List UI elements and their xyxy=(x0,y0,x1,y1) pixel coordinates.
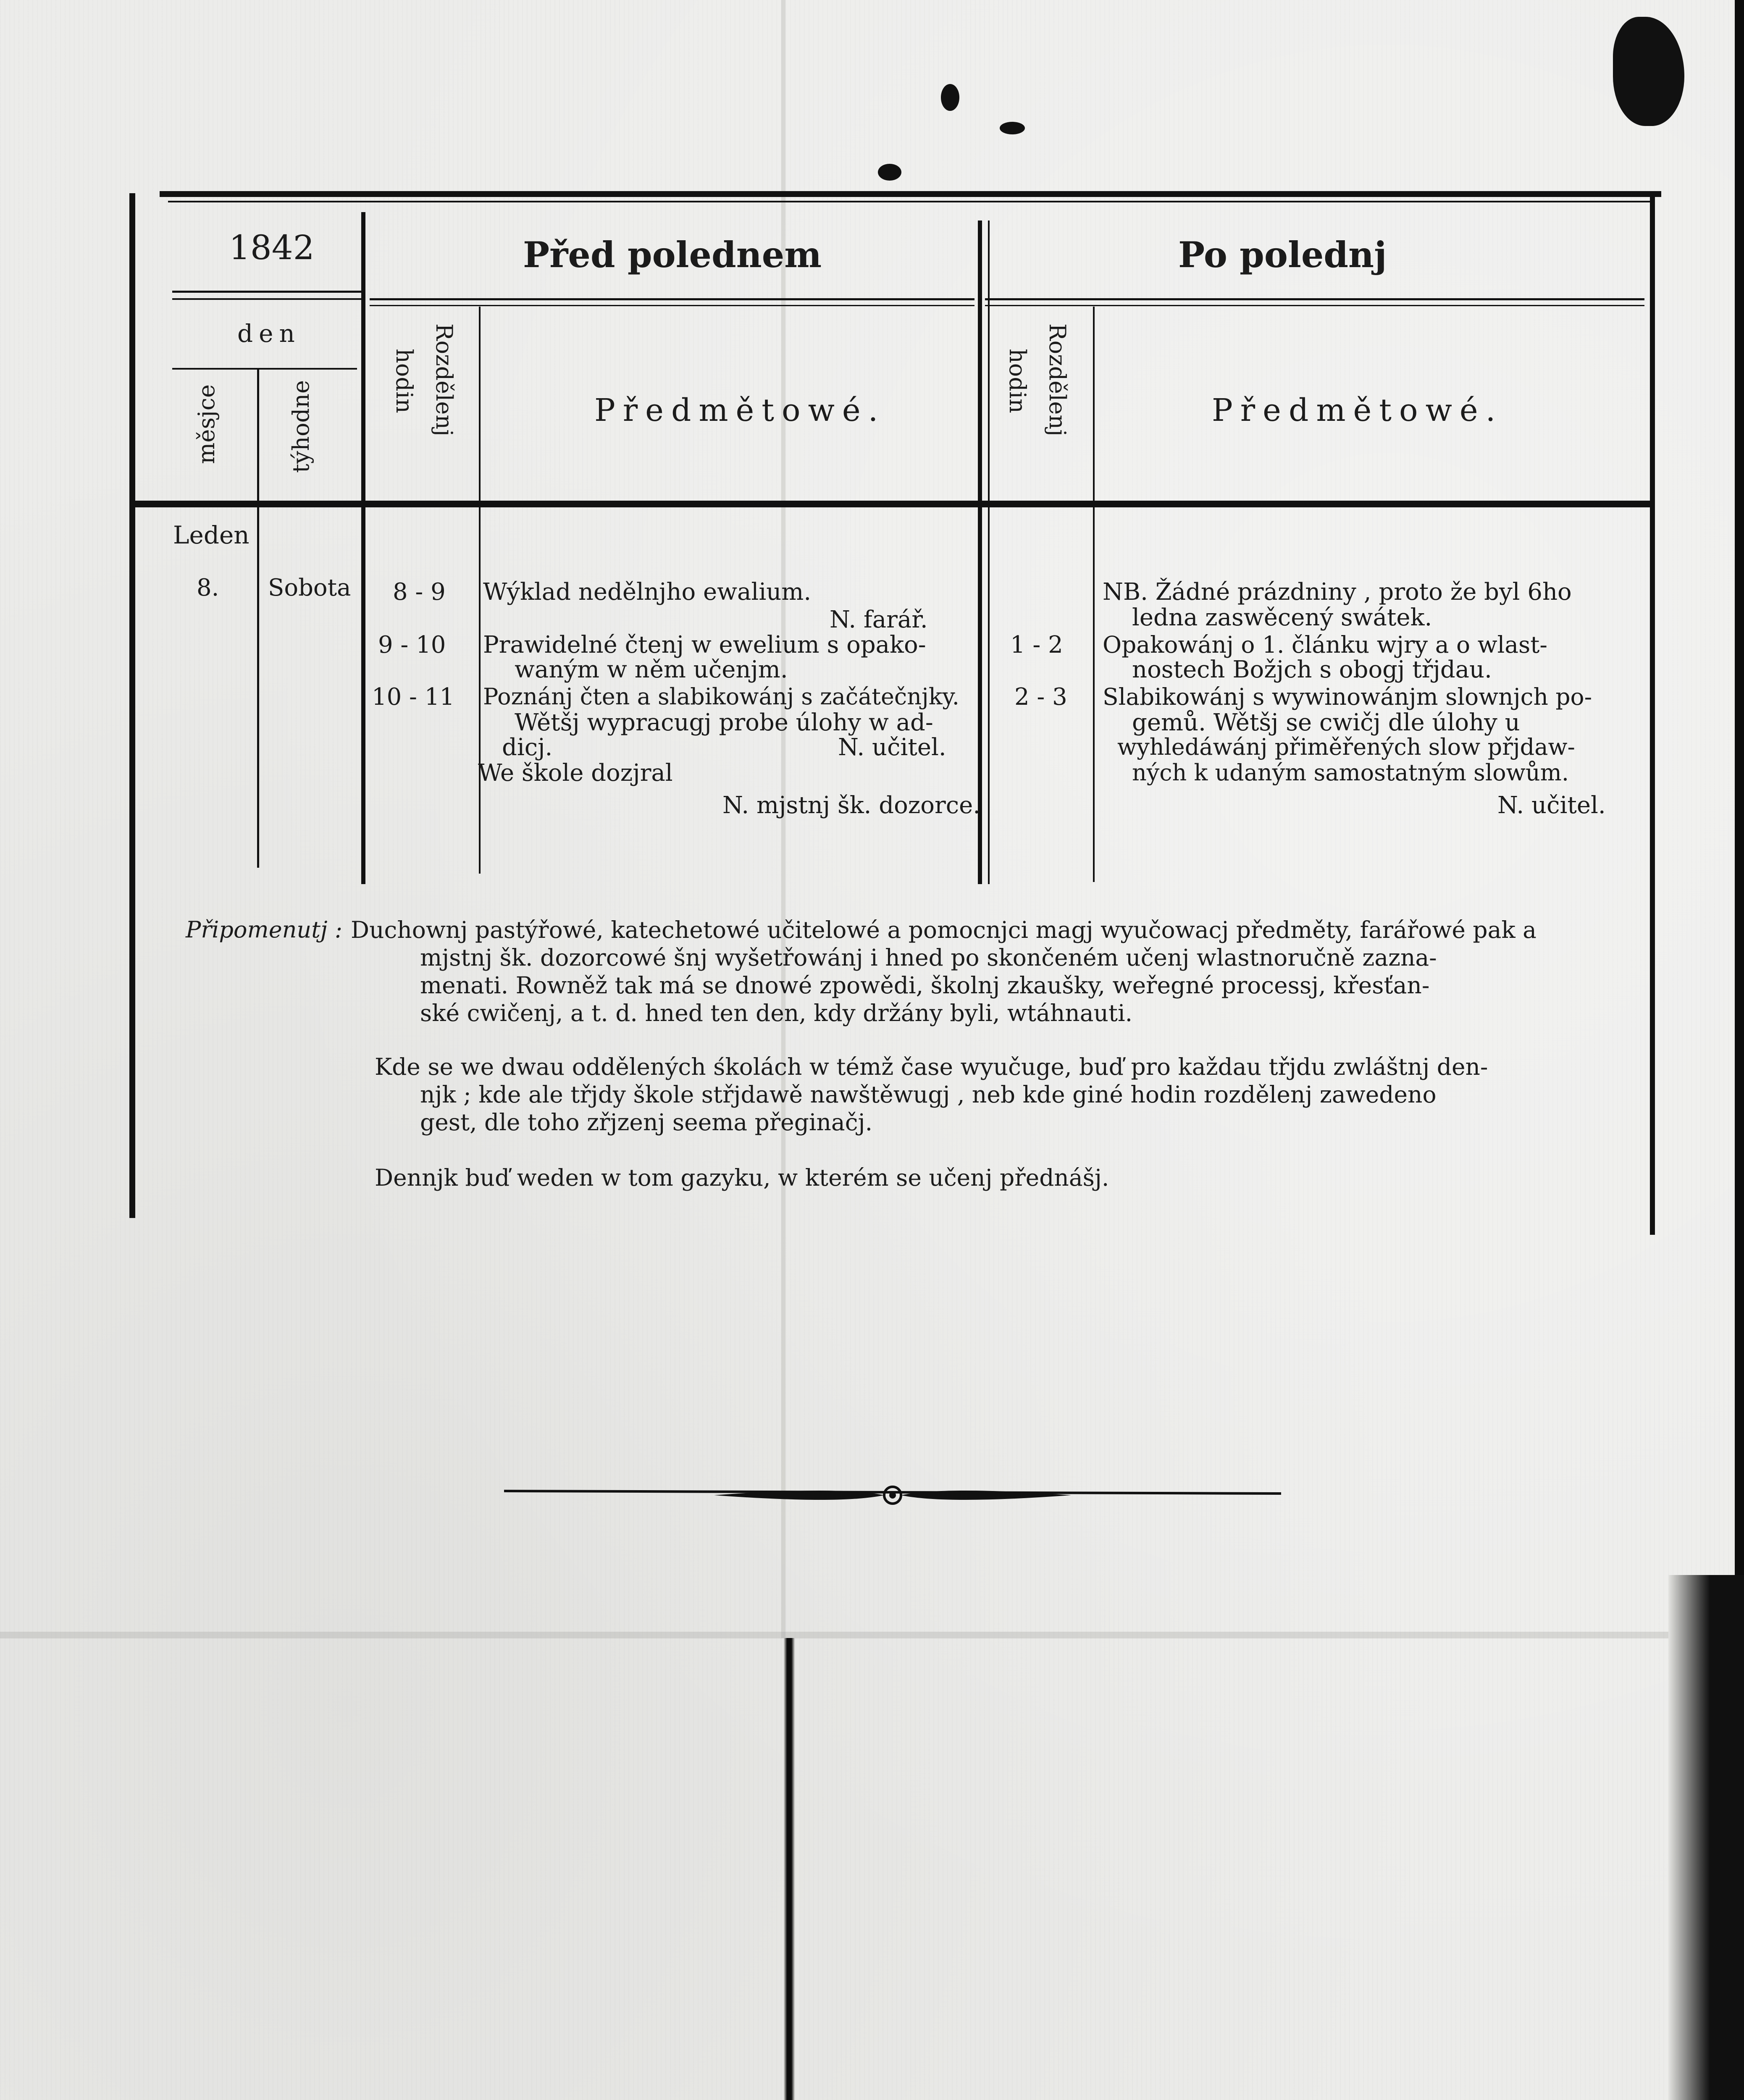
morning-hours-1: 8 - 9 xyxy=(393,578,446,606)
morning-subject-3-sign: N. učitel. xyxy=(838,734,946,761)
morning-hours-2: 9 - 10 xyxy=(378,631,446,659)
hours-column-header-morning-2: hodin xyxy=(391,349,418,413)
morning-inspection-sign: N. mjstnj šk. dozorce. xyxy=(722,792,981,819)
remarks-p1-line2: mjstnj šk. dozorcowé šnj wyšetřowánj i hned po skončeném učenj wlastnoručně zazna- xyxy=(420,944,1437,971)
ink-blot xyxy=(1000,122,1025,134)
remarks-p3: Dennjk buď weden w tom gazyku, w kterém se učenj přednášj. xyxy=(375,1164,1109,1191)
subjects-header-afternoon: Předmětowé. xyxy=(1212,392,1503,428)
remarks-p1-line4: ské cwičenj, a t. d. hned ten den, kdy držány byli, wtáhnauti. xyxy=(420,1000,1133,1026)
ink-blot xyxy=(941,84,959,111)
entry-day: 8. xyxy=(197,574,219,601)
morning-subject-2-cont: waným w něm učenjm. xyxy=(515,656,788,683)
afternoon-subject-1: Opakowánj o 1. článku wjry a o wlast- xyxy=(1103,631,1547,658)
day-label: den xyxy=(237,319,301,348)
ink-blot xyxy=(878,164,901,181)
morning-subject-1: Wýklad nedělnjho ewalium. xyxy=(483,578,812,606)
afternoon-subject-2: Slabikowánj s wywinowánjm slownjch po- xyxy=(1103,683,1592,710)
afternoon-subject-1-cont: nostech Božjch s obogj třjdau. xyxy=(1132,656,1492,683)
remarks-p1-line3: menati. Rowněž tak má se dnowé zpowědi, školnj zkaušky, weřegné processj, křesťan- xyxy=(420,972,1430,999)
entry-weekday: Sobota xyxy=(268,574,351,601)
afternoon-note: NB. Žádné prázdniny , proto že byl 6ho xyxy=(1103,578,1572,606)
subjects-header-morning: Předmětowé. xyxy=(594,392,886,428)
afternoon-note-cont: ledna zaswěcený swátek. xyxy=(1132,604,1432,631)
hours-column-header-afternoon-2: hodin xyxy=(1004,349,1031,413)
remarks-p2-line2: njk ; kde ale třjdy škole střjdawě nawštěwugj , neb kde giné hodin rozdělenj zawedeno xyxy=(420,1081,1437,1108)
hours-column-header-afternoon: Rozdělenj xyxy=(1044,323,1071,436)
fold-crease-horizontal xyxy=(0,1632,1735,1638)
morning-subject-1-sign: N. farář. xyxy=(830,606,928,633)
entry-month: Leden xyxy=(173,521,250,549)
afternoon-hours-2: 2 - 3 xyxy=(1014,683,1067,711)
morning-subject-3: Poznánj čten a slabikowánj s začátečnjky. xyxy=(483,683,959,710)
remarks-p2-line3: gest, dle toho zřjzenj seema přeginačj. xyxy=(420,1109,873,1136)
morning-subject-2: Prawidelné čtenj w ewelium s opako- xyxy=(483,631,926,659)
week-column-header: týhodne xyxy=(288,380,314,473)
morning-inspection: We škole dozjral xyxy=(478,759,673,787)
remarks-p2-line1: Kde se we dwau oddělených śkolách w témž čase wyučuge, buď pro každau třjdu zwláštnj den- xyxy=(375,1053,1488,1080)
remarks-label: Připomenutj : xyxy=(186,916,343,943)
header-afternoon: Po polednj xyxy=(1178,234,1387,276)
paper-tear xyxy=(784,1638,795,2100)
afternoon-subject-2-cont2: wyhledáwánj přiměřených slow přjdaw- xyxy=(1117,734,1575,760)
afternoon-subject-2-cont3: ných k udaným samostatným slowům. xyxy=(1132,759,1569,786)
year: 1842 xyxy=(229,228,315,267)
morning-subject-3-cont: Wětšj wypracugj probe úlohy w ad- xyxy=(515,709,933,736)
morning-subject-3-cont2: dicj. xyxy=(502,734,553,761)
remarks-p1-line1: Duchownj pastýřowé, katechetowé učitelowé a pomocnjci magj wyučowacj předměty, farářowé pak a xyxy=(351,916,1537,943)
header-morning: Před polednem xyxy=(523,234,822,276)
ornament-rule xyxy=(504,1478,1281,1529)
afternoon-subject-2-sign: N. učitel. xyxy=(1497,792,1606,819)
afternoon-subject-2-cont: gemů. Wětšj se cwičj dle úlohy u xyxy=(1132,709,1520,736)
edge-shadow xyxy=(1668,1575,1744,2100)
morning-hours-3: 10 - 11 xyxy=(372,683,455,711)
hours-column-header-morning: Rozdělenj xyxy=(431,323,457,436)
afternoon-hours-1: 1 - 2 xyxy=(1010,631,1063,659)
month-column-header: měsjce xyxy=(193,384,220,464)
